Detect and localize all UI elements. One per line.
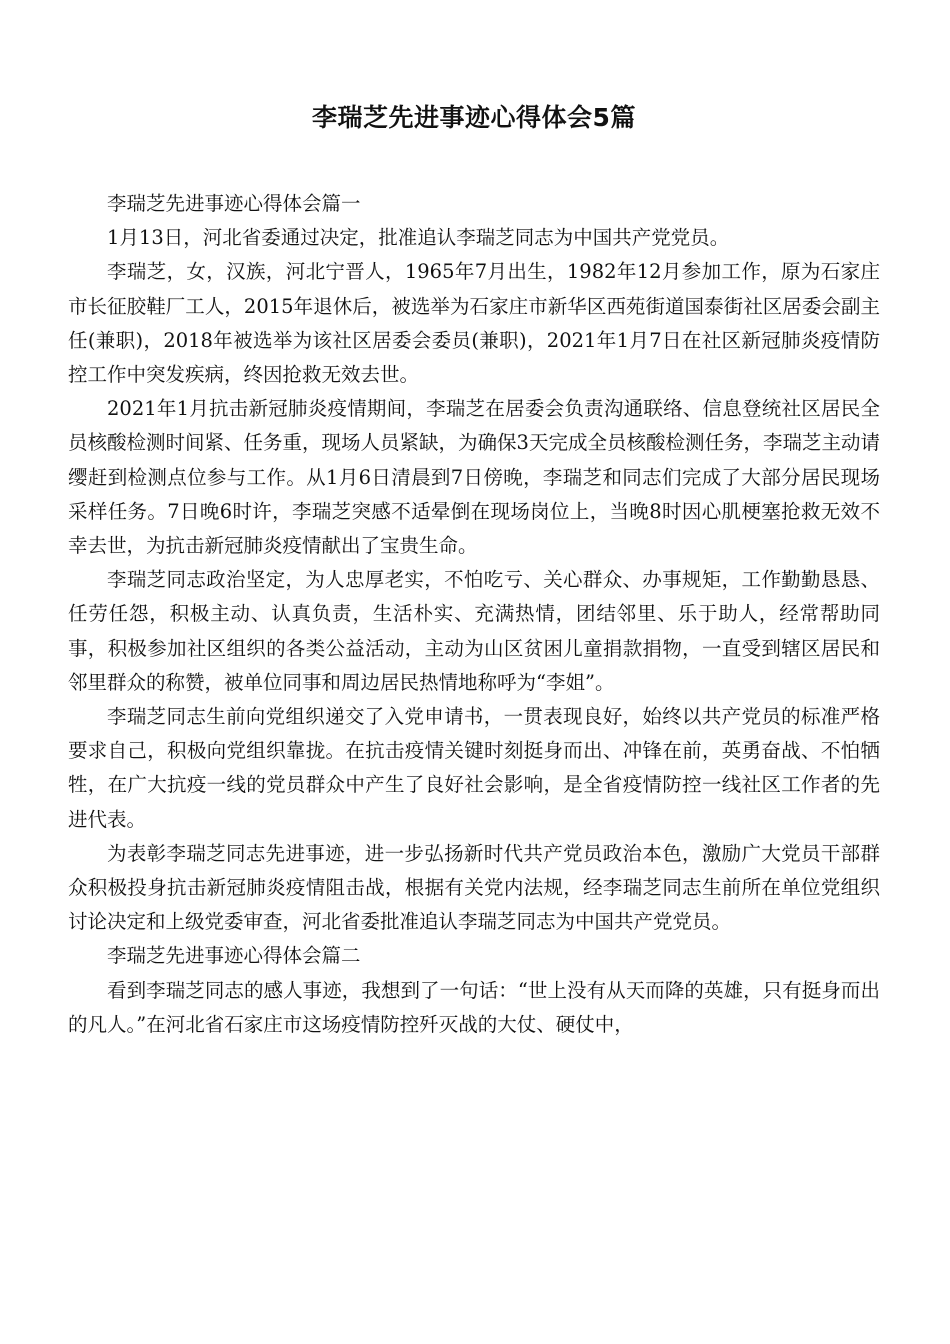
- section-heading-1: 李瑞芝先进事迹心得体会篇一: [107, 192, 361, 215]
- section-heading-2: 李瑞芝先进事迹心得体会篇二: [107, 944, 361, 968]
- paragraph: 李瑞芝，女，汉族，河北宁晋人，1965年7月出生，1982年12月参加工作，原为石家庄市长征胶鞋厂工人，2015年退休后，被选举为石家庄市新华区西苑街道国泰街社区居委会副主任(兼职)，2018年被选举为该社区居委会委员(兼职)，2021年1月7日在社区新冠肺炎疫情防控工作中突发疾病，终因抢救无效去世。: [68, 260, 880, 387]
- paragraph: 李瑞芝同志生前向党组织递交了入党申请书，一贯表现良好，始终以共产党员的标准严格要求自己，积极向党组织靠拢。在抗击疫情关键时刻挺身而出、冲锋在前，英勇奋战、不怕牺牲，在广大抗疫一线的党员群众中产生了良好社会影响，是全省疫情防控一线社区工作者的先进代表。: [68, 705, 880, 831]
- paragraph: 1月13日，河北省委通过决定，批准追认李瑞芝同志为中国共产党党员。: [107, 226, 730, 250]
- paragraph: 看到李瑞芝同志的感人事迹，我想到了一句话：“世上没有从天而降的英雄，只有挺身而出的凡人。”在河北省石家庄市这场疫情防控歼灭战的大仗、硬仗中，: [68, 978, 880, 1036]
- paragraph: 2021年1月抗击新冠肺炎疫情期间，李瑞芝在居委会负责沟通联络、信息登统社区居民全员核酸检测时间紧、任务重，现场人员紧缺，为确保3天完成全员核酸检测任务，李瑞芝主动请缨赶到检测点位参与工作。从1月6日清晨到7日傍晚，李瑞芝和同志们完成了大部分居民现场采样任务。7日晚6时许，李瑞芝突感不适晕倒在现场岗位上，当晚8时因心肌梗塞抢救无效不幸去世，为抗击新冠肺炎疫情献出了宝贵生命。: [68, 397, 880, 558]
- paragraph: 李瑞芝同志政治坚定，为人忠厚老实，不怕吃亏、关心群众、办事规矩，工作勤勤恳恳、任劳任怨，积极主动、认真负责，生活朴实、充满热情，团结邻里、乐于助人，经常帮助同事，积极参加社区组织的各类公益活动，主动为山区贫困儿童捐款捐物，一直受到辖区居民和邻里群众的称赞，被单位同事和周边居民热情地称呼为“李姐”。: [68, 568, 880, 694]
- document-body: [68, 187, 880, 1042]
- document-title: 李瑞芝先进事迹心得体会5篇: [312, 103, 636, 132]
- paragraph: 为表彰李瑞芝同志先进事迹，进一步弘扬新时代共产党员政治本色，激励广大党员干部群众积极投身抗击新冠肺炎疫情阻击战，根据有关党内法规，经李瑞芝同志生前所在单位党组织讨论决定和上级党委审查，河北省委批准追认李瑞芝同志为中国共产党党员。: [68, 841, 880, 934]
